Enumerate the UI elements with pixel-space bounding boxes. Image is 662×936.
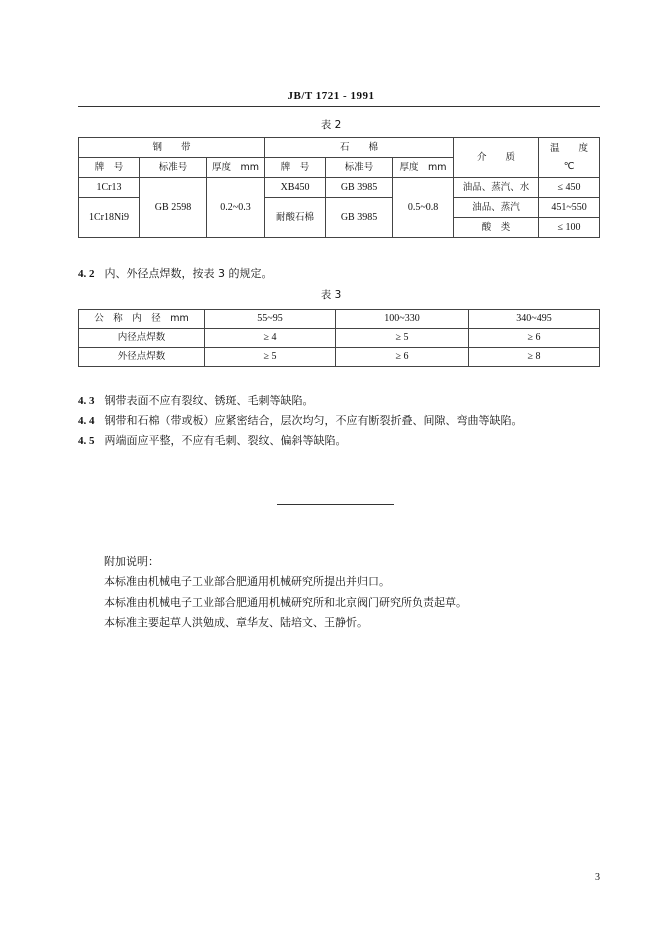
note-line-2: 本标准由机械电子工业部合肥通用机械研究所和北京阀门研究所负责起草。 <box>104 596 467 609</box>
steel-thickness: 0.2~0.3 <box>207 178 265 238</box>
col-asbestos-thickness: 厚度 mm <box>393 158 454 178</box>
steel-grade-2: 1Cr18Ni9 <box>79 198 140 238</box>
section-number: 4. 2 <box>78 268 95 280</box>
outer-weld-count-1: ≥ 5 <box>205 348 336 367</box>
section-number: 4. 4 <box>78 415 95 427</box>
group-asbestos: 石 棉 <box>265 138 454 158</box>
section-number: 4. 3 <box>78 395 95 407</box>
table-row <box>79 329 600 348</box>
medium-3: 酸 类 <box>454 218 539 238</box>
medium-header: 介 质 <box>454 138 539 178</box>
outer-weld-count-2: ≥ 6 <box>336 348 469 367</box>
note-line-3: 本标准主要起草人洪勉成、章华友、陆培文、王静忻。 <box>104 616 368 629</box>
table-row <box>79 348 600 367</box>
medium-1: 油品、蒸汽、水 <box>454 178 539 198</box>
asbestos-grade-2: 耐酸石棉 <box>265 198 326 238</box>
table3-caption: 表 3 <box>320 289 342 301</box>
nominal-diameter-header: 公 称 内 径 mm <box>79 310 205 329</box>
inner-weld-count-1: ≥ 4 <box>205 329 336 348</box>
standard-code: JB/T 1721 - 1991 <box>287 90 375 102</box>
section-4-4 <box>78 412 523 428</box>
steel-standard: GB 2598 <box>140 178 207 238</box>
section-text: 两端面应平整，不应有毛刺、裂纹、偏斜等缺陷。 <box>104 434 347 447</box>
temperature-label: 温 度 <box>550 142 589 154</box>
asbestos-thickness: 0.5~0.8 <box>393 178 454 238</box>
table-3 <box>78 309 600 367</box>
section-4-3 <box>78 392 314 408</box>
section-text: 内、外径点焊数，按表 3 的规定。 <box>104 267 273 280</box>
col-steel-standard: 标准号 <box>140 158 207 178</box>
diameter-range-3: 340~495 <box>469 310 600 329</box>
asbestos-standard-2: GB 3985 <box>326 198 393 238</box>
diameter-range-1: 55~95 <box>205 310 336 329</box>
row-label-inner: 内径点焊数 <box>79 329 205 348</box>
temp-3: ≤ 100 <box>539 218 600 238</box>
asbestos-standard-1: GB 3985 <box>326 178 393 198</box>
table-2 <box>78 137 600 238</box>
section-number: 4. 5 <box>78 435 95 447</box>
section-4-2 <box>78 265 273 281</box>
asbestos-grade-1: XB450 <box>265 178 326 198</box>
col-steel-thickness: 厚度 mm <box>207 158 265 178</box>
section-4-5 <box>78 432 347 448</box>
temp-1: ≤ 450 <box>539 178 600 198</box>
section-text: 钢带表面不应有裂纹、锈斑、毛刺等缺陷。 <box>104 394 314 407</box>
temp-2: 451~550 <box>539 198 600 218</box>
notes-title: 附加说明： <box>104 555 159 568</box>
section-text: 钢带和石棉（带或板）应紧密结合，层次均匀，不应有断裂折叠、间隙、弯曲等缺陷。 <box>104 414 523 427</box>
header-rule <box>78 106 600 107</box>
temperature-unit: ℃ <box>563 160 575 172</box>
inner-weld-count-3: ≥ 6 <box>469 329 600 348</box>
page-number: 3 <box>595 872 600 883</box>
col-asbestos-grade: 牌 号 <box>265 158 326 178</box>
diameter-range-2: 100~330 <box>336 310 469 329</box>
medium-2: 油品、蒸汽 <box>454 198 539 218</box>
note-line-1: 本标准由机械电子工业部合肥通用机械研究所提出并归口。 <box>104 575 390 588</box>
inner-weld-count-2: ≥ 5 <box>336 329 469 348</box>
temperature-header <box>539 138 600 178</box>
end-divider <box>277 504 394 505</box>
col-asbestos-standard: 标准号 <box>326 158 393 178</box>
row-label-outer: 外径点焊数 <box>79 348 205 367</box>
col-steel-grade: 牌 号 <box>79 158 140 178</box>
table2-caption: 表 2 <box>320 119 342 131</box>
steel-grade-1: 1Cr13 <box>79 178 140 198</box>
group-steel-strip: 钢 带 <box>79 138 265 158</box>
outer-weld-count-3: ≥ 8 <box>469 348 600 367</box>
